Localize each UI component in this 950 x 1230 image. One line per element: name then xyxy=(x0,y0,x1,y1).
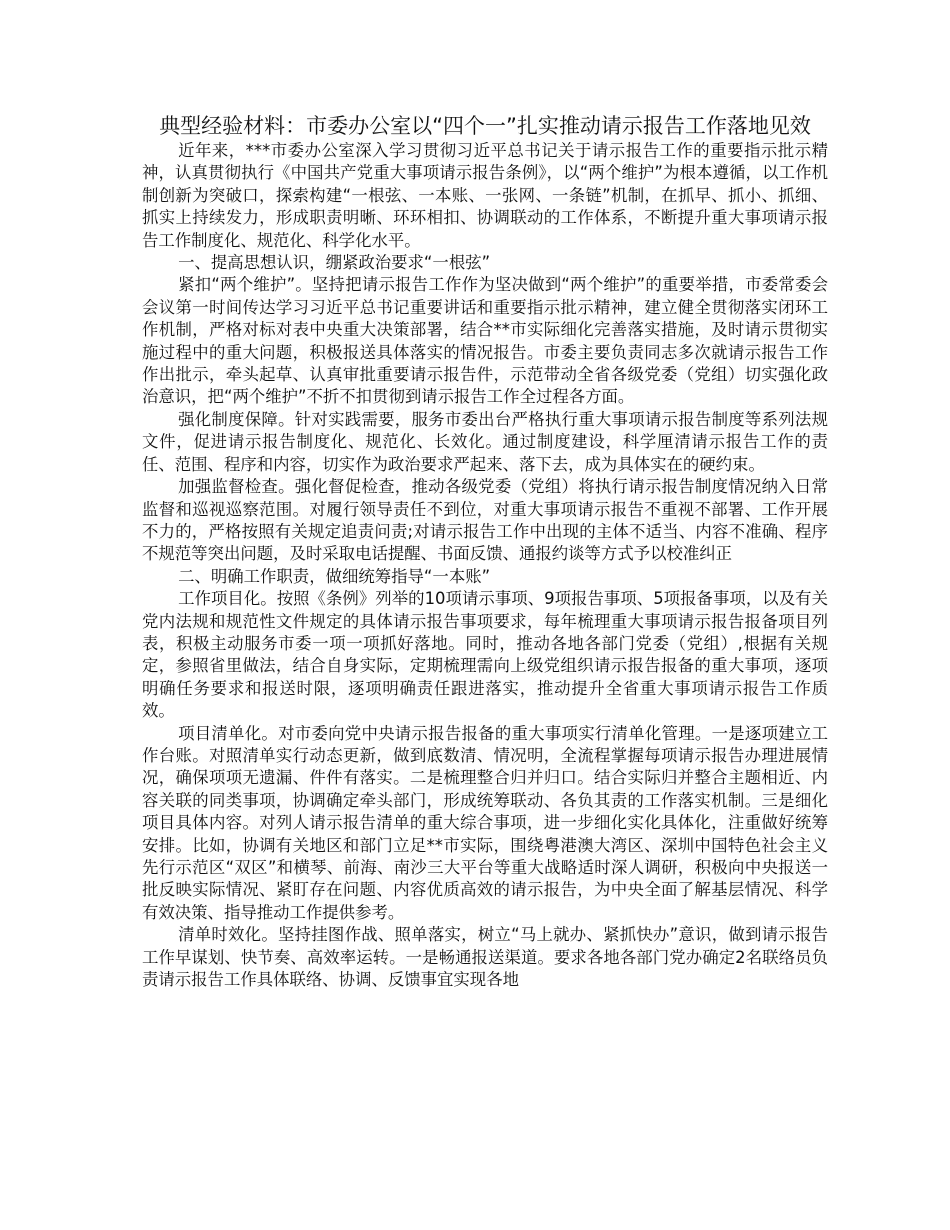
section-2-paragraph-2: 项目清单化。对市委向党中央请示报告报备的重大事项实行清单化管理。一是逐项建立工作台账。对照清单实行动态更新，做到底数清、情况明，全流程掌握每项请示报告办理进展情况，确保项项无遗漏、件件有落实。二是梳理整合归并归口。结合实际归并整合主题相近、内容关联的同类事项，协调确定牵头部门，形成统筹联动、各负其责的工作落实机制。三是细化项目具体内容。对列人请示报告清单的重大综合事项，进一步细化实化具体化，注重做好统筹安排。比如，协调有关地区和部门立足**市实际，围绕粤港澳大湾区、深圳中国特色社会主义先行示范区“双区”和横琴、前海、南沙三大平台等重大战略适时深人调研，积极向中央报送一批反映实际情况、紧盯存在问题、内容优质高效的请示报告，为中央全面了解基层情况、科学有效决策、指导推动工作提供参考。 xyxy=(142,723,828,922)
section-1-paragraph-1: 紧扣“两个维护”。坚持把请示报告工作作为坚决做到“两个维护”的重要举措，市委常委会会议第一时间传达学习习近平总书记重要讲话和重要指示批示精神，建立健全贯彻落实闭环工作机制，严格对标对表中央重大决策部署，结合**市实际细化完善落实措施，及时请示贯彻实施过程中的重大问题，积极报送具体落实的情况报告。市委主要负责同志多次就请示报告工作作出批示，牵头起草、认真审批重要请示报告件，示范带动全省各级党委（党组）切实强化政治意识，把“两个维护”不折不扣贯彻到请示报告工作全过程各方面。 xyxy=(142,275,828,407)
intro-paragraph: 近年来，***市委办公室深入学习贯彻习近平总书记关于请示报告工作的重要指示批示精神，认真贯彻执行《中国共产党重大事项请示报告条例》，以“两个维护”为根本遵循，以工作机制创新为突破口，探索构建“一根弦、一本账、一张网、一条链”机制，在抓早、抓小、抓细、抓实上持续发力，形成职责明晰、环环相扣、协调联动的工作体系，不断提升重大事项请示报告工作制度化、规范化、科学化水平。 xyxy=(142,141,828,250)
document-title: 典型经验材料：市委办公室以“四个一”扎实推动请示报告工作落地见效 xyxy=(159,114,811,138)
section-2-paragraph-3: 清单时效化。坚持挂图作战、照单落实，树立“马上就办、紧抓快办”意识，做到请示报告工作早谋划、快节奏、高效率运转。一是畅通报送渠道。要求各地各部门党办确定2名联络员负责请示报告工作具体联络、协调、反馈事宜实现各地 xyxy=(142,925,828,990)
section-1-paragraph-3: 加强监督检查。强化督促检查，推动各级党委（党组）将执行请示报告制度情况纳入日常监督和巡视巡察范围。对履行领导责任不到位，对重大事项请示报告不重视不部署、工作开展不力的，严格按照有关规定追责问责;对请示报告工作中出现的主体不适当、内容不准确、程序不规范等突出问题，及时采取电话提醒、书面反馈、通报约谈等方式予以校准纠正 xyxy=(142,477,828,564)
section-2-paragraph-1: 工作项目化。按照《条例》列举的10项请示事项、9项报告事项、5项报备事项，以及有关党内法规和规范性文件规定的具体请示报告事项要求，每年梳理重大事项请示报告报备项目列表，积极主动服务市委一项一项抓好落地。同时，推动各地各部门党委（党组）,根据有关规定，参照省里做法，结合自身实际，定期梳理需向上级党组织请示报告报备的重大事项，逐项明确任务要求和报送时限，逐项明确责任跟进落实，推动提升全省重大事项请示报告工作质效。 xyxy=(142,589,828,721)
section-1-paragraph-2: 强化制度保障。针对实践需要，服务市委出台严格执行重大事项请示报告制度等系列法规文件，促进请示报告制度化、规范化、长效化。通过制度建设，科学厘清请示报告工作的责任、范围、程序和内容，切实作为政治要求严起来、落下去，成为具体实在的硬约束。 xyxy=(142,409,828,474)
document-page xyxy=(142,112,828,991)
section-2-heading: 二、明确工作职责，做细统筹指导“一本账” xyxy=(178,566,491,586)
section-1-heading: 一、提高思想认识，绷紧政治要求“一根弦” xyxy=(178,253,491,273)
